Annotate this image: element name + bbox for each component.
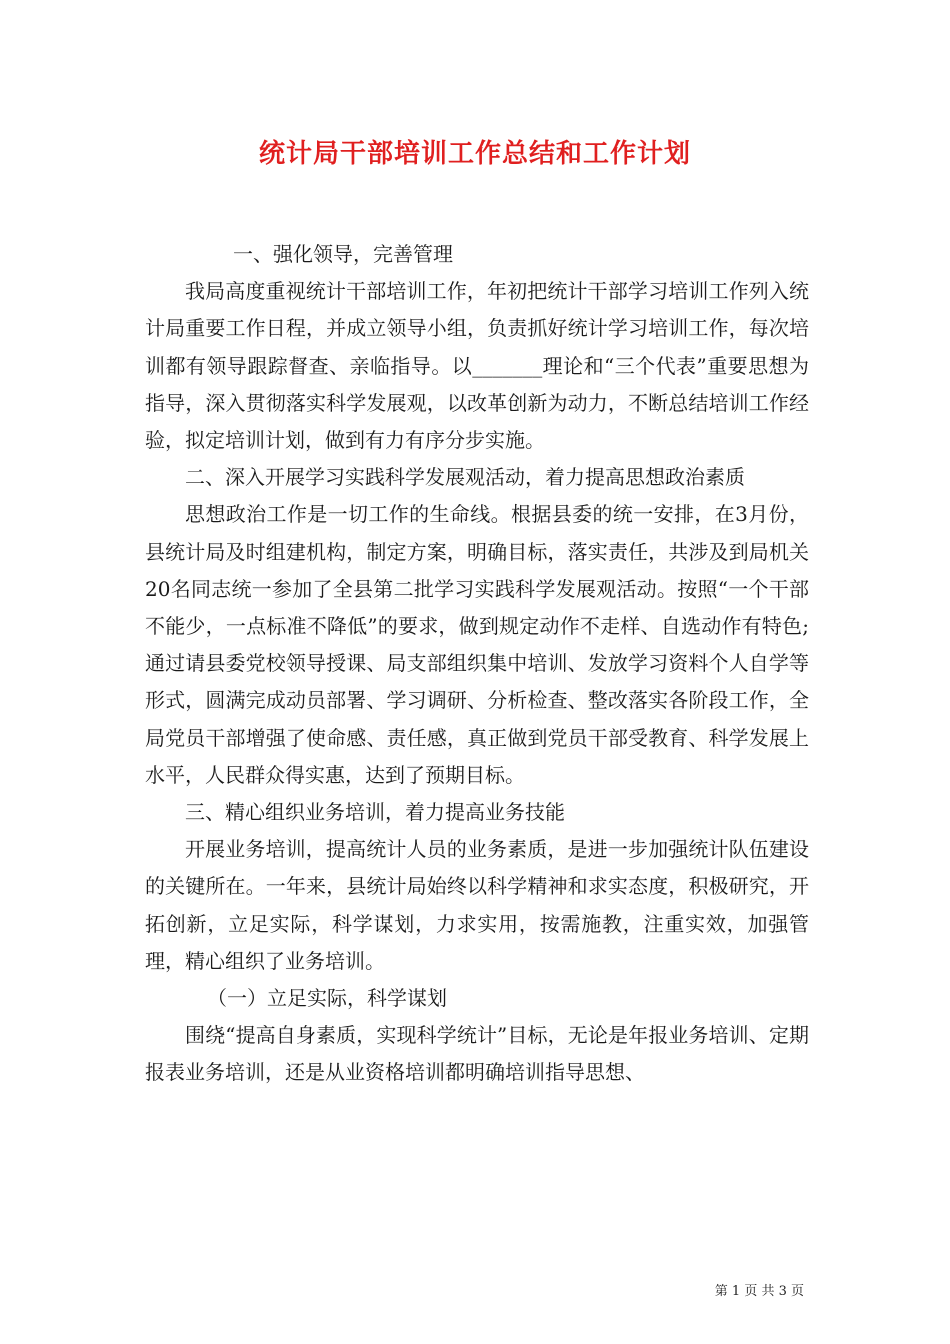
section-heading-1: 一、强化领导，完善管理 xyxy=(233,242,453,266)
paragraph-4: 围绕“提高自身素质，实现科学统计”目标，无论是年报业务培训、定期报表业务培训，还是从业资格培训都明确培训指导思想、 xyxy=(145,1023,809,1085)
section-heading-2: 二、深入开展学习实践科学发展观活动，着力提高思想政治素质 xyxy=(185,465,745,490)
document-body xyxy=(145,236,809,1092)
subsection-heading-1: （一）立足实际，科学谋划 xyxy=(207,986,447,1011)
document-title: 统计局干部培训工作总结和工作计划 xyxy=(258,139,691,169)
section-heading-3: 三、精心组织业务培训，着力提高业务技能 xyxy=(185,800,565,825)
paragraph-3: 开展业务培训，提高统计人员的业务素质，是进一步加强统计队伍建设的关键所在。一年来，县统计局始终以科学精神和求实态度，积极研究，开拓创新，立足实际，科学谋划，力求实用，按需施教，注重实效，加强管理，精心组织了业务培训。 xyxy=(145,837,809,973)
paragraph-1: 我局高度重视统计干部培训工作，年初把统计干部学习培训工作列入统计局重要工作日程，并成立领导小组，负责抓好统计学习培训工作，每次培训都有领导跟踪督查、亲临指导。以_______理论和“三个代表”重要思想为指导，深入贯彻落实科学发展观，以改革创新为动力，不断总结培训工作经验，拟定培训计划，做到有力有序分步实施。 xyxy=(145,279,809,453)
paragraph-2: 思想政治工作是一切工作的生命线。根据县委的统一安排，在3月份，县统计局及时组建机构，制定方案，明确目标，落实责任，共涉及到局机关20名同志统一参加了全县第二批学习实践科学发展观活动。按照“一个干部不能少，一点标准不降低”的要求，做到规定动作不走样、自选动作有特色;通过请县委党校领导授课、局支部组织集中培训、发放学习资料个人自学等形式，圆满完成动员部署、学习调研、分析检查、整改落实各阶段工作，全局党员干部增强了使命感、责任感，真正做到党员干部受教育、科学发展上水平，人民群众得实惠，达到了预期目标。 xyxy=(145,502,809,787)
page-number: 第 1 页 共 3 页 xyxy=(714,1284,804,1299)
